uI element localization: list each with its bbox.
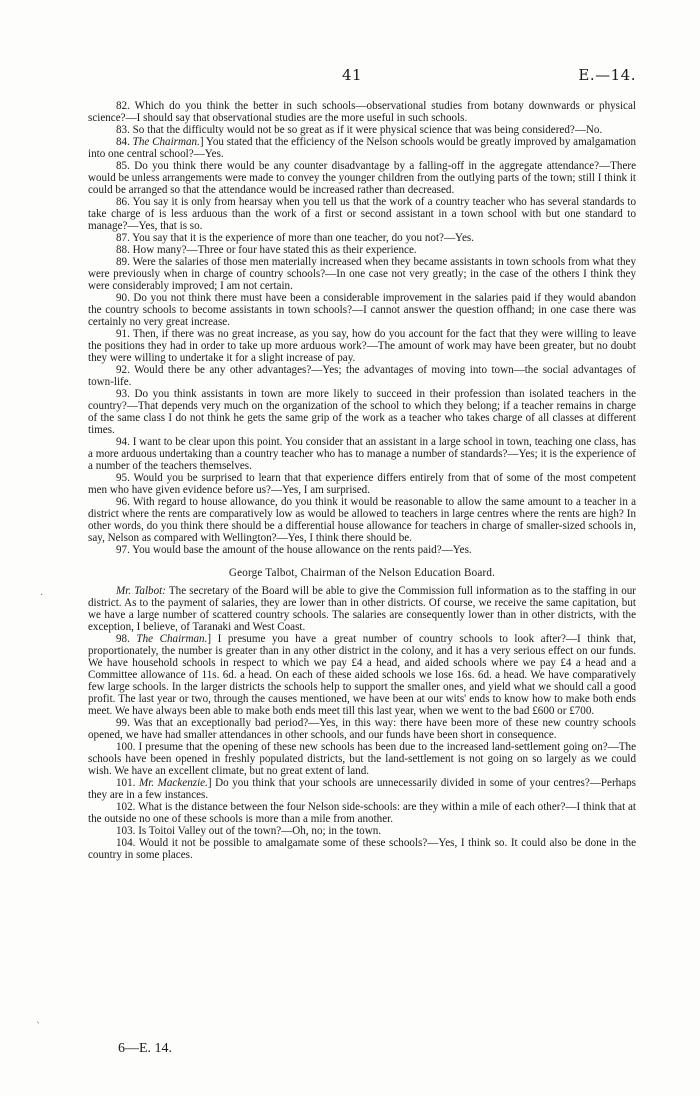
- page-body: [88, 100, 636, 861]
- statement-text: The secretary of the Board will be able to give the Commission full information as to the staffing in our district. As to the payment of salaries, they are lower than in other districts. Of course, we receive the same capitation, but we have a large number of scattered country schools. The salaries are consequently lower than in other districts, with the exception, I believe, of Taranaki and West Coast.: [88, 585, 636, 633]
- paragraph: 94. I want to be clear upon this point. You consider that an assistant in a large school in town, teaching one class, has a more arduous undertaking than a country teacher who has to manage a number of standards?—Yes; it is the experience of a number of the teachers themselves.: [88, 436, 636, 472]
- paragraph: 84. The Chairman.] You stated that the efficiency of the Nelson schools would be greatly improved by amalgamation into one central school?—Yes.: [88, 136, 637, 160]
- paragraph: 91. Then, if there was no great increase, as you say, how do you account for the fact that they were willing to leave the positions they had in order to take up more arduous work?—The amount of work may have been greater, but no doubt they were willing to undertake it for a slight increase of pay.: [88, 328, 636, 364]
- paragraph: 104. Would it not be possible to amalgamate some of these schools?—Yes, I think so. It could also be done in the country in some places.: [88, 837, 636, 861]
- signature-mark: 6—E. 14.: [118, 1041, 173, 1056]
- paragraph: 101. Mr. Mackenzie.] Do you think that your schools are unnecessarily divided in some of your centres?—Perhaps they are in a few instances.: [88, 777, 636, 801]
- paragraph: 93. Do you think assistants in town are more likely to succeed in their profession than isolated teachers in the country?—That depends very much on the organization of the school to which they belong; if a teacher remains in charge of the same class I do not think he gets the same grip of the work as a teacher who takes charge of all classes at different times.: [88, 388, 636, 436]
- witness-heading: George Talbot, Chairman of the Nelson Education Board.: [228, 567, 496, 579]
- speaker-name: The Chairman.: [132, 136, 200, 148]
- paragraph: 102. What is the distance between the four Nelson side-schools: are they within a mile of each other?—I think that at the outside no one of these schools is more than a mile from another.: [88, 801, 636, 825]
- speaker-name: The Chairman.: [136, 633, 208, 645]
- margin-dot: `: [36, 1022, 41, 1033]
- paragraph: 97. You would base the amount of the house allowance on the rents paid?—Yes.: [116, 544, 472, 556]
- paragraph: 96. With regard to house allowance, do you think it would be reasonable to allow the same amount to a teacher in a district where the rents are comparatively low as would be allowed to teachers in large centres where the rents are high? In other words, do you think there should be a differential house allowance for teachers in charge of smaller-sized schools in, say, Nelson as compared with Wellington?—Yes, I think there should be.: [88, 496, 636, 544]
- paragraph: 95. Would you be surprised to learn that that experience differs entirely from that of some of the most competent men who have given evidence before us?—Yes, I am surprised.: [88, 472, 636, 496]
- speaker-name: Mr. Talbot:: [116, 585, 166, 597]
- paragraph: 90. Do you not think there must have been a considerable improvement in the salaries paid if they would abandon the country schools to become assistants in town schools?—I cannot answer the question offhand; in one case there was certainly no very great increase.: [88, 292, 636, 328]
- paragraph: 98. The Chairman.] I presume you have a great number of country schools to look after?—I think that, proportionately, the number is greater than in any other district in the colony, and it has a very serious effect on our funds. We have household schools in respect to which we pay £4 a head, and aided schools where we pay £4 a head and a Committee allowance of 11s. 6d. a head. On each of these aided schools we lose 16s. 6d. a head. We have comparatively few large schools. In the larger districts the schools help to support the smaller ones, and yield what we should call a good profit. The last year or two, through the causes mentioned, we have been at our wits' ends to know how to make both ends meet. We have always been able to make both ends meet till this last year, when we went to the bad £600 or £700.: [88, 633, 636, 717]
- paragraph: 85. Do you think there would be any counter disadvantage by a falling-off in the aggregate attendance?—There would be unless arrangements were made to convey the younger children from the outlying parts of the town; still I think it could be arranged so that the attendance would be increased rather than decreased.: [88, 160, 636, 196]
- witness-statement: [88, 585, 636, 633]
- paragraph: 89. Were the salaries of those men materially increased when they became assistants in town schools from what they were previously when in charge of country schools?—In one case not very greatly; in the case of the others I think they were considerably improved; I am not certain.: [88, 256, 636, 292]
- page-number: 41: [342, 66, 363, 84]
- document-reference: E.—14.: [578, 66, 636, 84]
- paragraph: 87. You say that it is the experience of more than one teacher, do you not?—Yes.: [116, 232, 474, 244]
- paragraph: 99. Was that an exceptionally bad period?—Yes, in this way: there have been more of these new country schools opened, we have had smaller attendances in other schools, and our funds have been short in consequence.: [88, 717, 636, 741]
- page-header: [88, 66, 636, 86]
- speaker-name: Mr. Mackenzie.: [138, 777, 208, 789]
- paragraph: 100. I presume that the opening of these new schools has been due to the increased land-settlement going on?—The schools have been opened in freshly populated districts, but the land-settlement is not going on so largely as we could wish. We have an excellent climate, but no great extent of land.: [88, 741, 636, 777]
- paragraph: 103. Is Toitoi Valley out of the town?—Oh, no; in the town.: [116, 825, 382, 837]
- paragraph: 82. Which do you think the better in such schools—observational studies from botany downwards or physical science?—I should say that observational studies are the more useful in such schools.: [88, 100, 636, 124]
- margin-dot: ·: [40, 590, 44, 601]
- paragraph: 92. Would there be any other advantages?—Yes; the advantages of moving into town—the social advantages of town-life.: [88, 364, 636, 388]
- paragraph: 86. You say it is only from hearsay when you tell us that the work of a country teacher who has several standards to take charge of is less arduous than the work of a first or second assistant in a town school with but one standard to manage?—Yes, that is so.: [88, 196, 636, 232]
- paragraph: 83. So that the difficulty would not be so great as if it were physical science that was being considered?—No.: [116, 124, 603, 136]
- paragraph: 88. How many?—Three or four have stated this as their experience.: [116, 244, 417, 256]
